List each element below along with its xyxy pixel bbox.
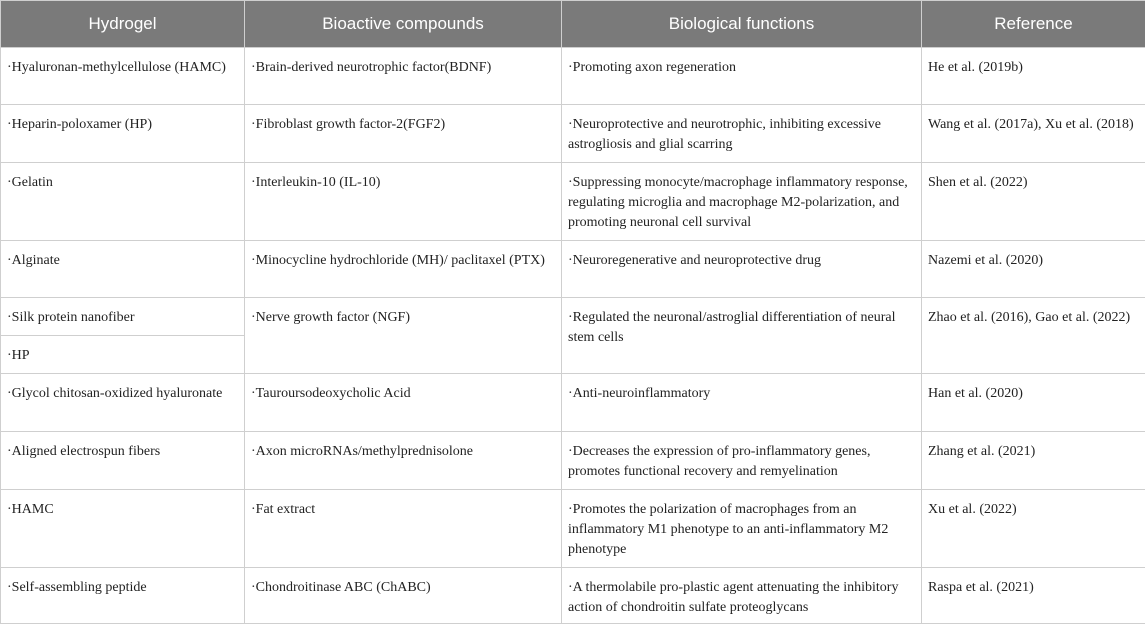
cell-hydrogel: ·Heparin-poloxamer (HP) bbox=[1, 105, 245, 163]
cell-functions: ·Regulated the neuronal/astroglial differentiation of neural stem cells bbox=[562, 298, 922, 374]
table-row bbox=[1, 163, 1145, 241]
cell-reference: Zhang et al. (2021) bbox=[922, 432, 1145, 490]
cell-hydrogel: ·Hyaluronan-methylcellulose (HAMC) bbox=[1, 48, 245, 105]
table-row bbox=[1, 48, 1145, 105]
table-row bbox=[1, 298, 1145, 336]
cell-hydrogel: ·Self-assembling peptide bbox=[1, 568, 245, 624]
cell-compounds: ·Interleukin-10 (IL-10) bbox=[245, 163, 562, 241]
table-row bbox=[1, 105, 1145, 163]
header-hydrogel: Hydrogel bbox=[1, 1, 245, 48]
cell-functions: ·A thermolabile pro-plastic agent attenuating the inhibitory action of chondroitin sulfate proteoglycans bbox=[562, 568, 922, 624]
cell-reference: Raspa et al. (2021) bbox=[922, 568, 1145, 624]
cell-compounds: ·Nerve growth factor (NGF) bbox=[245, 298, 562, 374]
table-row bbox=[1, 241, 1145, 298]
cell-functions: ·Anti-neuroinflammatory bbox=[562, 374, 922, 432]
cell-reference: Wang et al. (2017a), Xu et al. (2018) bbox=[922, 105, 1145, 163]
cell-compounds: ·Chondroitinase ABC (ChABC) bbox=[245, 568, 562, 624]
cell-functions: ·Promoting axon regeneration bbox=[562, 48, 922, 105]
cell-reference: He et al. (2019b) bbox=[922, 48, 1145, 105]
cell-functions: ·Decreases the expression of pro-inflammatory genes, promotes functional recovery and remyelination bbox=[562, 432, 922, 490]
cell-reference: Han et al. (2020) bbox=[922, 374, 1145, 432]
cell-hydrogel: ·HAMC bbox=[1, 490, 245, 568]
table-row bbox=[1, 432, 1145, 490]
cell-functions: ·Promotes the polarization of macrophages from an inflammatory M1 phenotype to an anti-inflammatory M2 phenotype bbox=[562, 490, 922, 568]
cell-hydrogel: ·Alginate bbox=[1, 241, 245, 298]
cell-reference: Zhao et al. (2016), Gao et al. (2022) bbox=[922, 298, 1145, 374]
table-row bbox=[1, 490, 1145, 568]
cell-compounds: ·Brain-derived neurotrophic factor(BDNF) bbox=[245, 48, 562, 105]
header-biological-functions: Biological functions bbox=[562, 1, 922, 48]
cell-hydrogel: ·HP bbox=[1, 336, 245, 374]
cell-functions: ·Suppressing monocyte/macrophage inflammatory response, regulating microglia and macrophage M2-polarization, and promoting neuronal cell survival bbox=[562, 163, 922, 241]
cell-compounds: ·Tauroursodeoxycholic Acid bbox=[245, 374, 562, 432]
cell-hydrogel: ·Glycol chitosan-oxidized hyaluronate bbox=[1, 374, 245, 432]
header-reference: Reference bbox=[922, 1, 1145, 48]
cell-compounds: ·Axon microRNAs/methylprednisolone bbox=[245, 432, 562, 490]
cell-reference: Xu et al. (2022) bbox=[922, 490, 1145, 568]
cell-hydrogel: ·Gelatin bbox=[1, 163, 245, 241]
header-row bbox=[1, 1, 1145, 48]
table-row bbox=[1, 568, 1145, 624]
cell-compounds: ·Fibroblast growth factor-2(FGF2) bbox=[245, 105, 562, 163]
cell-hydrogel: ·Aligned electrospun fibers bbox=[1, 432, 245, 490]
cell-functions: ·Neuroregenerative and neuroprotective drug bbox=[562, 241, 922, 298]
cell-compounds: ·Minocycline hydrochloride (MH)/ paclitaxel (PTX) bbox=[245, 241, 562, 298]
cell-compounds: ·Fat extract bbox=[245, 490, 562, 568]
table-row bbox=[1, 374, 1145, 432]
cell-functions: ·Neuroprotective and neurotrophic, inhibiting excessive astrogliosis and glial scarring bbox=[562, 105, 922, 163]
cell-reference: Shen et al. (2022) bbox=[922, 163, 1145, 241]
cell-reference: Nazemi et al. (2020) bbox=[922, 241, 1145, 298]
header-bioactive-compounds: Bioactive compounds bbox=[245, 1, 562, 48]
cell-hydrogel: ·Silk protein nanofiber bbox=[1, 298, 245, 336]
